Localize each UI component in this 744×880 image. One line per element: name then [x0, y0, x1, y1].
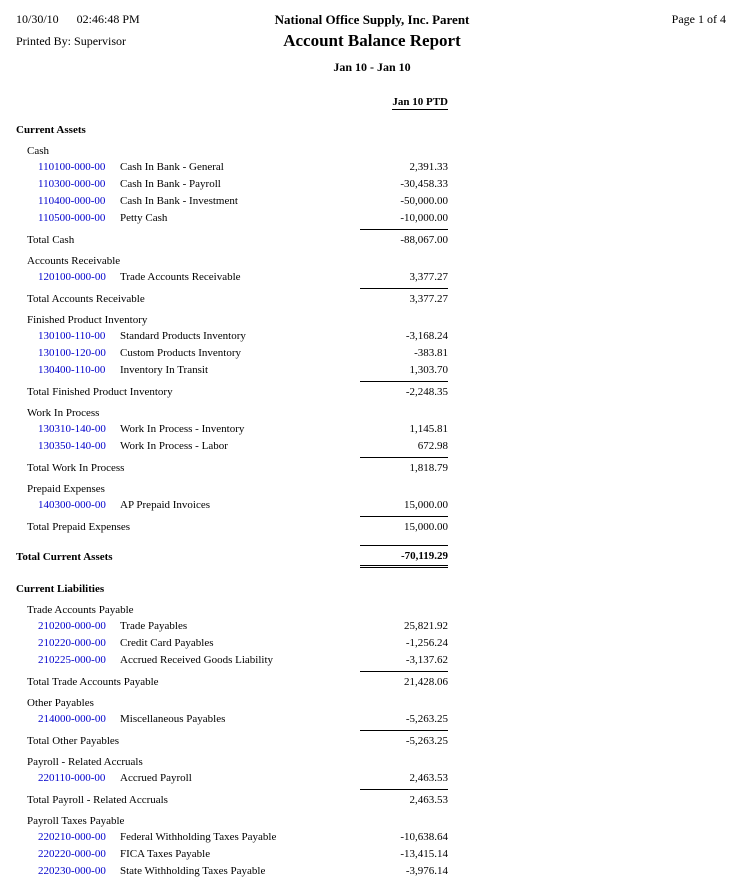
account-description: Cash In Bank - Investment: [120, 195, 238, 207]
group-total-amount: 2,463.53: [360, 789, 448, 808]
report-date: 10/30/10: [16, 12, 59, 26]
account-amount: 2,391.33: [409, 161, 448, 173]
account-description: Accrued Received Goods Liability: [120, 654, 274, 666]
account-group: [0, 481, 744, 536]
section-total-amount: -70,119.29: [360, 545, 448, 568]
account-description: Inventory In Transit: [120, 364, 208, 376]
account-row: [0, 438, 744, 455]
account-row: [0, 863, 744, 880]
account-description: Petty Cash: [120, 212, 168, 224]
account-row: [0, 846, 744, 863]
section-title: Current Liabilities: [16, 583, 105, 595]
amount-column-header: Jan 10 PTD: [392, 96, 448, 108]
group-total-row: [0, 227, 744, 249]
report-period: Jan 10 - Jan 10: [333, 60, 411, 74]
report-section: [0, 581, 744, 880]
group-name: Other Payables: [27, 697, 94, 709]
account-group: [0, 813, 744, 880]
account-number-link[interactable]: 210220-000-00: [38, 637, 106, 649]
group-name: Payroll Taxes Payable: [27, 815, 125, 827]
account-description: AP Prepaid Invoices: [120, 499, 211, 511]
account-amount: -13,415.14: [400, 848, 448, 860]
account-number-link[interactable]: 130310-140-00: [38, 423, 106, 435]
account-row: [0, 497, 744, 514]
account-number-link[interactable]: 110300-000-00: [38, 178, 106, 190]
account-amount: -3,168.24: [405, 330, 448, 342]
account-description: Accrued Payroll: [120, 772, 192, 784]
account-group: [0, 695, 744, 750]
account-description: Custom Products Inventory: [120, 347, 241, 359]
account-amount: 1,303.70: [409, 364, 448, 376]
account-row: [0, 210, 744, 227]
account-row: [0, 176, 744, 193]
header-center: [0, 12, 744, 75]
account-amount: 2,463.53: [409, 772, 448, 784]
account-number-link[interactable]: 220110-000-00: [38, 772, 106, 784]
account-row: [0, 159, 744, 176]
group-total-row: [0, 787, 744, 809]
account-amount: 25,821.92: [404, 620, 448, 632]
report-header: [0, 0, 744, 88]
account-group: [0, 312, 744, 401]
account-description: Trade Accounts Receivable: [120, 271, 241, 283]
group-name: Payroll - Related Accruals: [27, 756, 143, 768]
account-description: Miscellaneous Payables: [120, 713, 226, 725]
group-total-row: [0, 286, 744, 308]
account-description: Work In Process - Inventory: [120, 423, 245, 435]
column-header-row: [0, 96, 744, 114]
page-number: Page 1 of 4: [671, 12, 726, 26]
group-name: Finished Product Inventory: [27, 314, 148, 326]
account-number-link[interactable]: 130350-140-00: [38, 440, 106, 452]
group-total-amount: 15,000.00: [360, 516, 448, 535]
account-row: [0, 618, 744, 635]
account-row: [0, 193, 744, 210]
group-total-amount: 1,818.79: [360, 457, 448, 476]
account-number-link[interactable]: 130100-110-00: [38, 330, 106, 342]
account-amount: 672.98: [417, 440, 448, 452]
group-total-label: Total Other Payables: [27, 735, 120, 747]
account-description: FICA Taxes Payable: [120, 848, 211, 860]
account-number-link[interactable]: 214000-000-00: [38, 713, 106, 725]
company-name: National Office Supply, Inc. Parent: [274, 12, 470, 27]
account-row: [0, 421, 744, 438]
group-total-amount: -2,248.35: [360, 381, 448, 400]
account-amount: -5,263.25: [405, 713, 448, 725]
group-total-label: Total Cash: [27, 234, 75, 246]
printed-by-label: Printed By:: [16, 34, 72, 48]
account-amount: -30,458.33: [400, 178, 448, 190]
account-group: [0, 143, 744, 249]
account-row: [0, 770, 744, 787]
account-description: Cash In Bank - Payroll: [120, 178, 221, 190]
account-number-link[interactable]: 220230-000-00: [38, 865, 106, 877]
group-total-row: [0, 669, 744, 691]
account-amount: -3,976.14: [405, 865, 448, 877]
group-total-label: Total Prepaid Expenses: [27, 521, 131, 533]
account-row: [0, 345, 744, 362]
account-row: [0, 711, 744, 728]
group-total-row: [0, 514, 744, 536]
account-row: [0, 328, 744, 345]
group-name: Cash: [27, 145, 49, 157]
account-number-link[interactable]: 220210-000-00: [38, 831, 106, 843]
account-amount: -50,000.00: [400, 195, 448, 207]
account-number-link[interactable]: 210200-000-00: [38, 620, 106, 632]
account-number-link[interactable]: 110500-000-00: [38, 212, 106, 224]
account-row: [0, 635, 744, 652]
account-group: [0, 253, 744, 308]
group-total-label: Total Accounts Receivable: [27, 293, 145, 305]
account-number-link[interactable]: 110100-000-00: [38, 161, 106, 173]
report-section: [0, 122, 744, 570]
account-row: [0, 829, 744, 846]
group-total-amount: 21,428.06: [360, 671, 448, 690]
account-number-link[interactable]: 140300-000-00: [38, 499, 106, 511]
account-description: Work In Process - Labor: [120, 440, 228, 452]
group-total-label: Total Work In Process: [27, 462, 125, 474]
account-row: [0, 269, 744, 286]
account-number-link[interactable]: 130100-120-00: [38, 347, 106, 359]
group-total-amount: -5,263.25: [360, 730, 448, 749]
account-amount: 15,000.00: [404, 499, 448, 511]
group-total-row: [0, 728, 744, 750]
report-title: Account Balance Report: [283, 31, 461, 50]
section-total-row: [0, 543, 744, 570]
section-total-label: Total Current Assets: [16, 551, 113, 563]
report-body: [0, 122, 744, 880]
account-amount: -383.81: [414, 347, 448, 359]
section-title: Current Assets: [16, 124, 86, 136]
group-total-row: [0, 455, 744, 477]
account-description: Federal Withholding Taxes Payable: [120, 831, 277, 843]
account-number-link[interactable]: 210225-000-00: [38, 654, 106, 666]
account-amount: 3,377.27: [409, 271, 448, 283]
group-total-amount: 3,377.27: [360, 288, 448, 307]
group-name: Work In Process: [27, 407, 100, 419]
group-name: Prepaid Expenses: [27, 483, 105, 495]
account-number-link[interactable]: 110400-000-00: [38, 195, 106, 207]
account-amount: -10,638.64: [400, 831, 448, 843]
account-number-link[interactable]: 120100-000-00: [38, 271, 106, 283]
account-description: Credit Card Payables: [120, 637, 214, 649]
account-row: [0, 652, 744, 669]
account-amount: -3,137.62: [405, 654, 448, 666]
account-row: [0, 362, 744, 379]
account-number-link[interactable]: 220220-000-00: [38, 848, 106, 860]
account-amount: -10,000.00: [400, 212, 448, 224]
account-description: Standard Products Inventory: [120, 330, 246, 342]
account-description: Cash In Bank - General: [120, 161, 224, 173]
group-name: Accounts Receivable: [27, 255, 121, 267]
group-total-row: [0, 379, 744, 401]
group-name: Trade Accounts Payable: [27, 604, 134, 616]
account-description: State Withholding Taxes Payable: [120, 865, 266, 877]
report-time: 02:46:48 PM: [76, 12, 140, 26]
account-group: [0, 602, 744, 691]
group-total-amount: -88,067.00: [360, 229, 448, 248]
printed-by-value: Supervisor: [74, 34, 127, 48]
group-total-label: Total Finished Product Inventory: [27, 386, 173, 398]
account-number-link[interactable]: 130400-110-00: [38, 364, 106, 376]
header-right: [672, 12, 726, 27]
group-total-label: Total Trade Accounts Payable: [27, 676, 159, 688]
account-amount: 1,145.81: [409, 423, 448, 435]
account-amount: -1,256.24: [405, 637, 448, 649]
account-group: [0, 754, 744, 809]
account-group: [0, 405, 744, 477]
group-total-label: Total Payroll - Related Accruals: [27, 794, 168, 806]
account-description: Trade Payables: [120, 620, 188, 632]
